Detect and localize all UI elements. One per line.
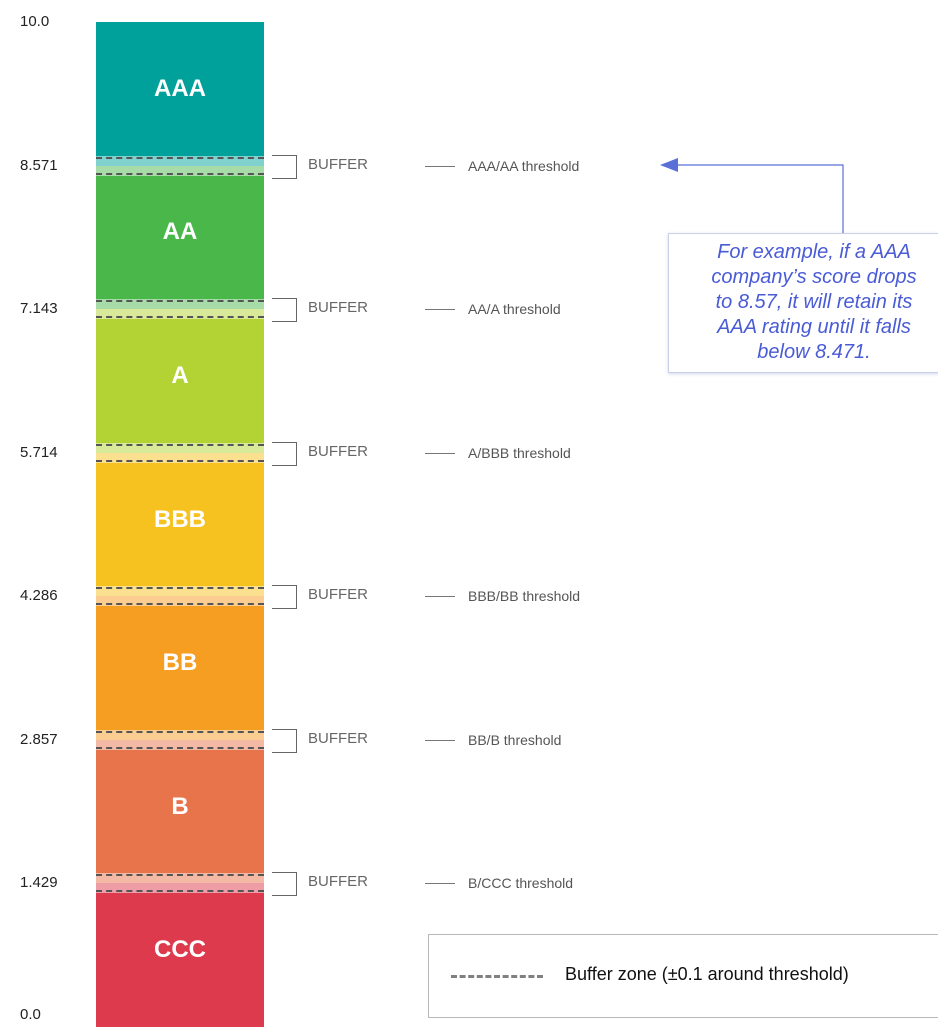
callout-line: below 8.471. <box>757 341 871 363</box>
buffer-bracket <box>272 872 297 896</box>
buffer-upper-dash <box>96 874 264 876</box>
buffer-lower-dash <box>96 747 264 749</box>
buffer-bracket <box>272 729 297 753</box>
buffer-label: BUFFER <box>308 155 368 173</box>
buffer-label: BUFFER <box>308 299 368 317</box>
axis-tick-label: 5.714 <box>20 443 58 461</box>
threshold-leader-line <box>425 740 455 741</box>
buffer-bracket <box>272 585 297 609</box>
threshold-label: A/BBB threshold <box>468 444 571 461</box>
buffer-zone <box>96 730 264 750</box>
buffer-label: BUFFER <box>308 586 368 604</box>
buffer-lower-dash <box>96 460 264 462</box>
axis-tick-label: 0.0 <box>20 1006 41 1023</box>
buffer-bracket <box>272 155 297 179</box>
buffer-zone <box>96 586 264 606</box>
callout-line: AAA rating until it falls <box>717 316 911 338</box>
threshold-leader-line <box>425 166 455 167</box>
threshold-leader-line <box>425 596 455 597</box>
buffer-lower-dash <box>96 316 264 318</box>
buffer-bracket <box>272 298 297 322</box>
axis-tick-label: 10.0 <box>20 13 50 30</box>
rating-label-a: A <box>171 361 189 389</box>
buffer-zone <box>96 156 264 176</box>
legend-label: Buffer zone (±0.1 around threshold) <box>565 964 849 984</box>
rating-label-aaa: AAA <box>154 74 206 102</box>
buffer-upper-dash <box>96 444 264 446</box>
buffer-zone <box>96 299 264 319</box>
callout-line: For example, if a AAA <box>717 241 911 263</box>
legend <box>428 934 938 1018</box>
rating-label-b: B <box>171 792 189 820</box>
axis-tick-label: 1.429 <box>20 874 58 892</box>
buffer-zone <box>96 873 264 893</box>
buffer-lower-dash <box>96 603 264 605</box>
threshold-leader-line <box>425 453 455 454</box>
rating-label-bb: BB <box>162 649 198 677</box>
threshold-leader-line <box>425 883 455 884</box>
threshold-label: AA/A threshold <box>468 301 561 318</box>
legend-dash-swatch <box>451 975 543 978</box>
buffer-upper-dash <box>96 587 264 589</box>
axis-tick-label: 7.143 <box>20 300 58 318</box>
rating-label-bbb: BBB <box>154 505 206 533</box>
buffer-upper-dash <box>96 157 264 159</box>
axis-tick-label: 8.571 <box>20 156 58 174</box>
buffer-zone <box>96 443 264 463</box>
buffer-lower-dash <box>96 890 264 892</box>
callout-line: company’s score drops <box>711 266 917 288</box>
threshold-label: BB/B threshold <box>468 731 562 748</box>
buffer-upper-dash <box>96 300 264 302</box>
threshold-label: AAA/AA threshold <box>468 157 580 174</box>
threshold-leader-line <box>425 309 455 310</box>
threshold-label: BBB/BB threshold <box>468 588 581 605</box>
buffer-label: BUFFER <box>308 442 368 460</box>
rating-label-aa: AA <box>162 218 198 246</box>
rating-label-ccc: CCC <box>154 936 206 964</box>
buffer-bracket <box>272 442 297 466</box>
axis-tick-label: 2.857 <box>20 730 58 748</box>
callout-line: to 8.57, it will retain its <box>715 291 913 313</box>
buffer-lower-dash <box>96 173 264 175</box>
buffer-label: BUFFER <box>308 873 368 891</box>
buffer-upper-dash <box>96 731 264 733</box>
example-callout <box>668 233 938 373</box>
axis-tick-label: 4.286 <box>20 587 58 605</box>
threshold-label: B/CCC threshold <box>468 875 574 892</box>
buffer-label: BUFFER <box>308 729 368 747</box>
